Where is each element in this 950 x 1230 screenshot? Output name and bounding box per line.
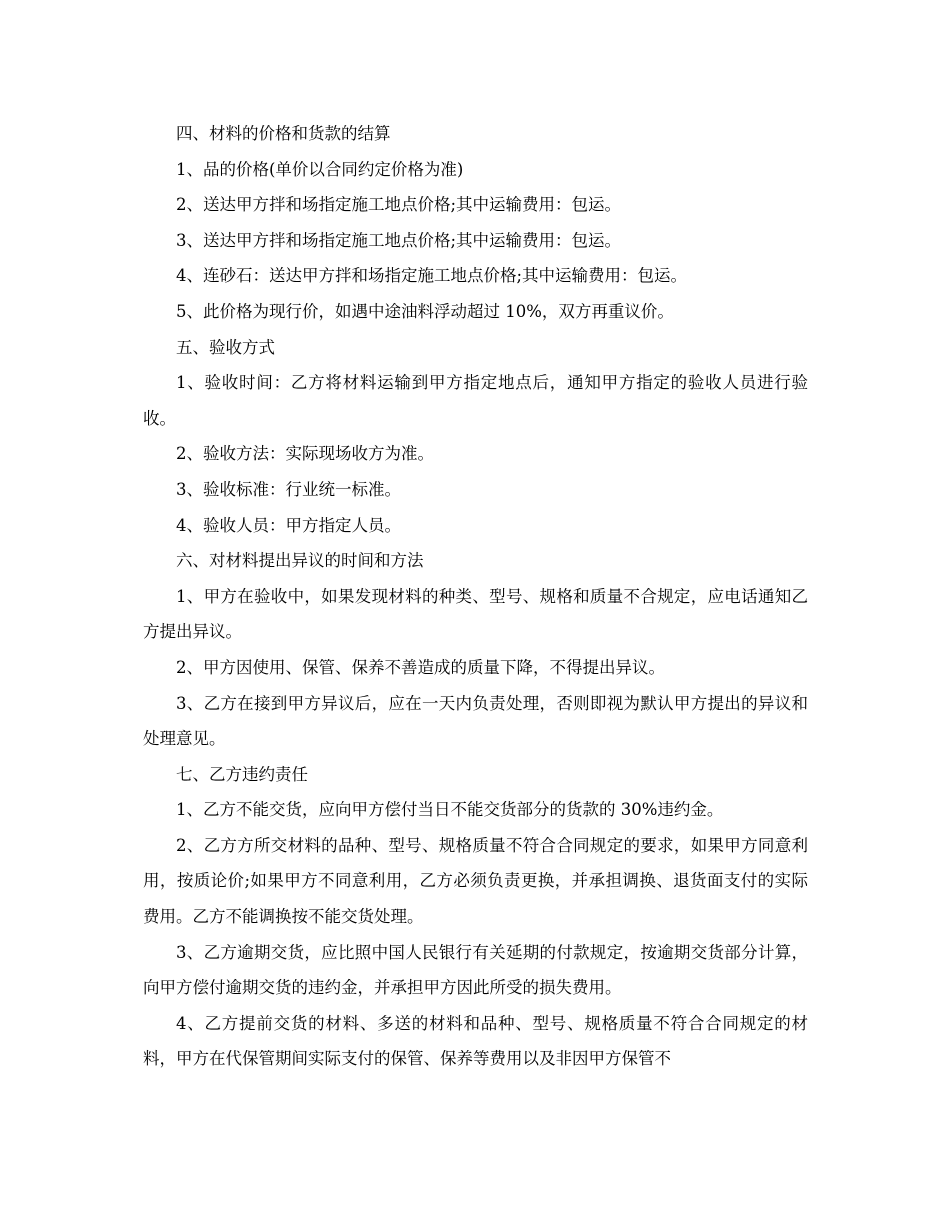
clause-4-2: 2、送达甲方拌和场指定施工地点价格;其中运输费用：包运。	[176, 195, 622, 215]
clause-4-3: 3、送达甲方拌和场指定施工地点价格;其中运输费用：包运。	[176, 230, 622, 250]
clause-4-1: 1、品的价格(单价以合同约定价格为准)	[176, 159, 464, 179]
clause-7-1: 1、乙方不能交货，应向甲方偿付当日不能交货部分的货款的 30%违约金。	[176, 800, 724, 820]
clause-4-4: 4、连砂石：送达甲方拌和场指定施工地点价格;其中运输费用：包运。	[176, 266, 688, 286]
clause-5-1: 1、验收时间：乙方将材料运输到甲方指定地点后，通知甲方指定的验收人员进行验收。	[143, 373, 808, 428]
section-heading-7: 七、乙方违约责任	[176, 764, 308, 784]
clause-7-4: 4、乙方提前交货的材料、多送的材料和品种、型号、规格质量不符合合同规定的材料，甲方在代保管期间实际支付的保管、保养等费用以及非因甲方保管不	[143, 1013, 808, 1069]
clause-7-2: 2、乙方方所交材料的品种、型号、规格质量不符合合同规定的要求，如果甲方同意利用，按质论价;如果甲方不同意利用，乙方必须负责更换，并承担调换、退货面支付的实际费用。乙方不能调换按不能交货处理。	[143, 835, 808, 927]
clause-5-2: 2、验收方法：实际现场收方为准。	[176, 444, 434, 464]
clause-5-3: 3、验收标准：行业统一标准。	[176, 479, 401, 499]
document-body	[143, 116, 808, 1077]
clause-4-5: 5、此价格为现行价，如遇中途油料浮动超过 10%，双方再重议价。	[176, 301, 674, 321]
clause-7-3: 3、乙方逾期交货，应比照中国人民银行有关延期的付款规定，按逾期交货部分计算，向甲方偿付逾期交货的违约金，并承担甲方因此所受的损失费用。	[143, 942, 808, 998]
clause-6-2: 2、甲方因使用、保管、保养不善造成的质量下降，不得提出异议。	[176, 657, 665, 677]
clause-5-4: 4、验收人员：甲方指定人员。	[176, 515, 401, 535]
section-heading-6: 六、对材料提出异议的时间和方法	[176, 551, 424, 571]
section-heading-4: 四、材料的价格和货款的结算	[176, 124, 391, 143]
clause-6-3: 3、乙方在接到甲方异议后，应在一天内负责处理，否则即视为默认甲方提出的异议和处理意见。	[143, 693, 808, 749]
clause-6-1: 1、甲方在验收中，如果发现材料的种类、型号、规格和质量不合规定，应电话通知乙方提出异议。	[143, 586, 808, 642]
section-heading-5: 五、验收方式	[176, 337, 275, 357]
